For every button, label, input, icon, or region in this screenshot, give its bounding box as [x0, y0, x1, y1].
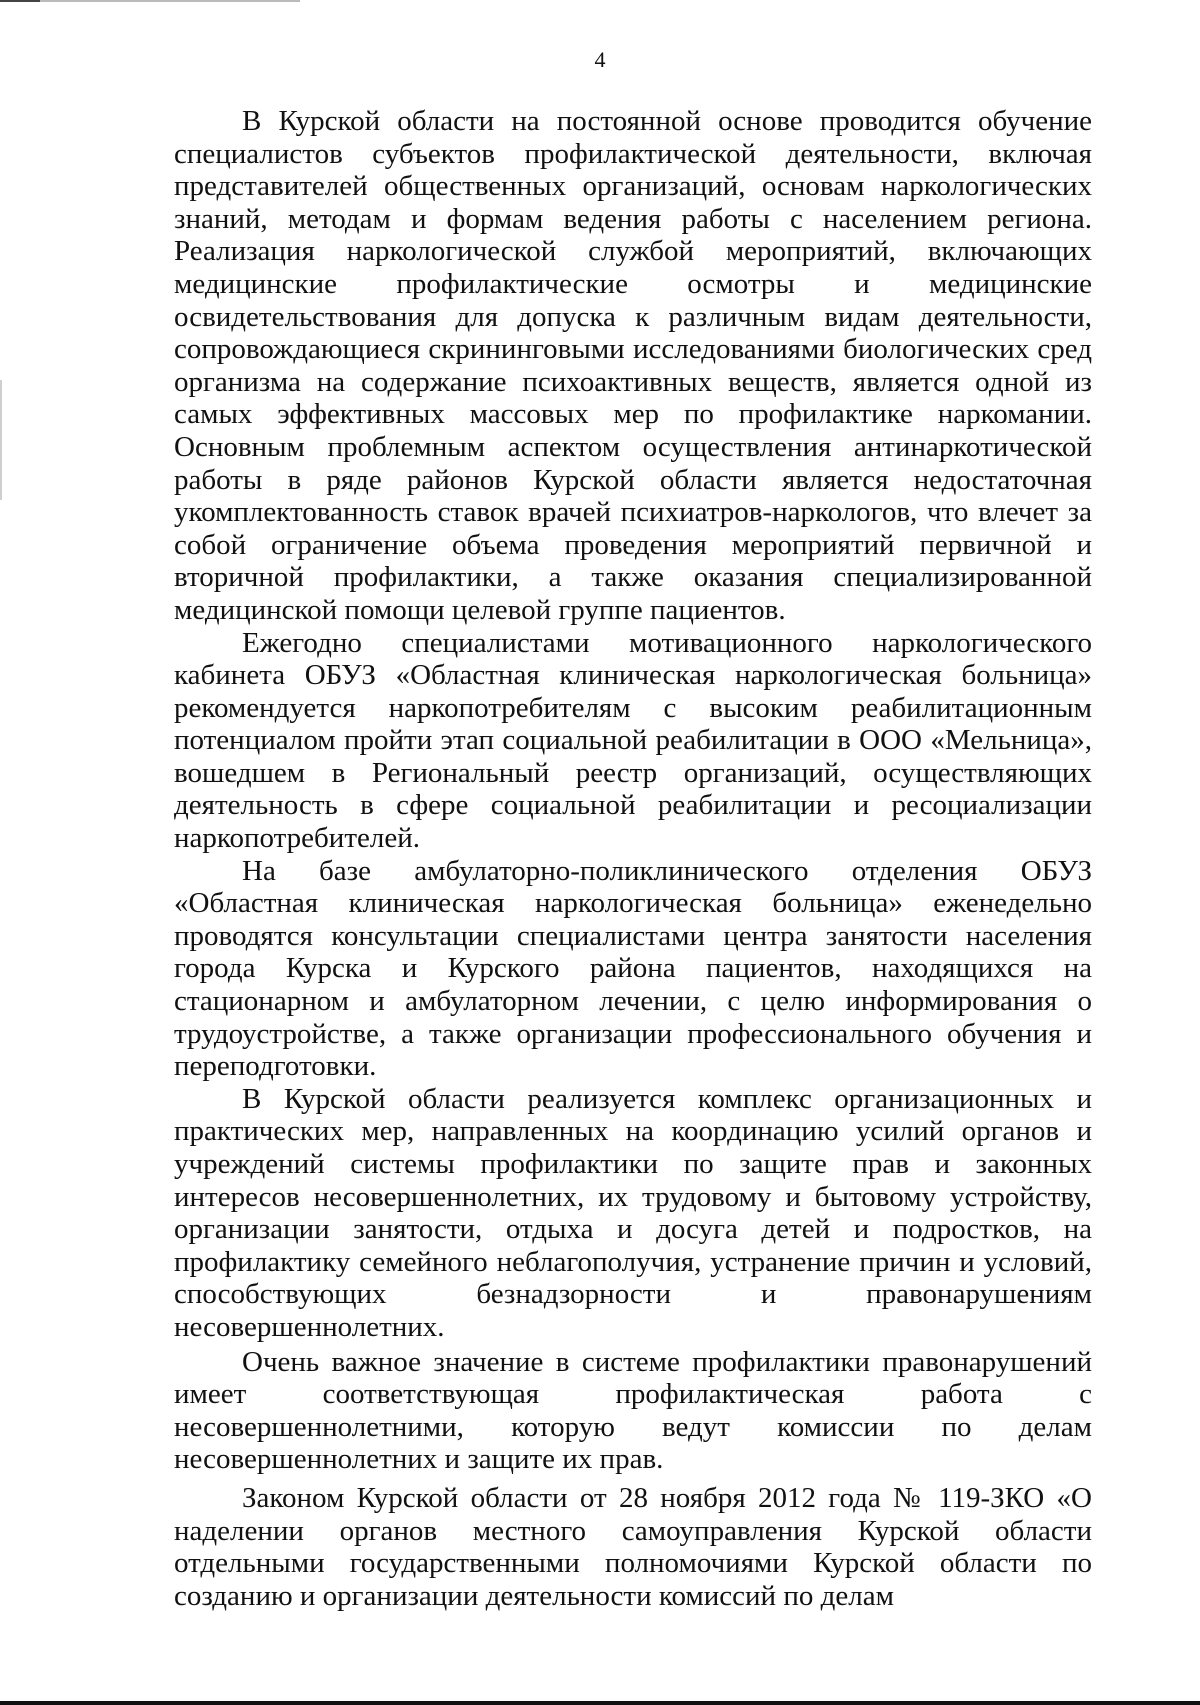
- scan-edge-bottom: [0, 1701, 1200, 1705]
- paragraph-minors-protection: В Курской области реализуется комплекс организационных и практических мер, направленных на координацию усилий органов и учреждений системы профилактики по защите прав и законных интересов несовершеннолетних, их трудовому и бытовому устройству, организации занятости, отдыха и досуга детей и подростков, на профилактику семейного неблагополучия, устранение причин и условий, способствующих безнадзорности и правонарушениям несовершеннолетних.: [174, 1082, 1092, 1343]
- scan-edge-left: [0, 380, 2, 500]
- page-number: 4: [594, 47, 606, 72]
- paragraph-training: В Курской области на постоянной основе проводится обучение специалистов субъектов профилактической деятельности, включая представителей общественных организаций, основам наркологических знаний, методам и формам ведения работы с населением региона. Реализация наркологической службой мероприятий, включающих медицинские профилактические осмотры и медицинские освидетельствования для допуска к различным видам деятельности, сопровождающиеся скрининговыми исследованиями биологических сред организма на содержание психоактивных веществ, является одной из самых эффективных массовых мер по профилактике наркомании. Основным проблемным аспектом осуществления антинаркотической работы в ряде районов Курской области является недостаточная укомплектованность ставок врачей психиатров-наркологов, что влечет за собой ограничение объема проведения мероприятий первичной и вторичной профилактики, а также оказания специализированной медицинской помощи целевой группе пациентов.: [174, 105, 1092, 626]
- paragraph-employment-consultations: На базе амбулаторно-поликлинического отделения ОБУЗ «Областная клиническая наркологическая больница» еженедельно проводятся консультации специалистами центра занятости населения города Курска и Курского района пациентов, находящихся на стационарном и амбулаторном лечении, с целю информирования о трудоустройстве, а также организации профессионального обучения и переподготовки.: [174, 854, 1092, 1083]
- paragraph-law-reference: Законом Курской области от 28 ноября 2012 года № 119-ЗКО «О наделении органов местного самоуправления Курской области отдельными государственными полномочиями Курской области по созданию и организации деятельности комиссий по делам: [174, 1481, 1092, 1612]
- document-body: [174, 105, 1092, 1612]
- scan-edge-top: [0, 0, 300, 2]
- paragraph-rehabilitation: Ежегодно специалистами мотивационного наркологического кабинета ОБУЗ «Областная клиническая наркологическая больница» рекомендуется наркопотребителям с высоким реабилитационным потенциалом пройти этап социальной реабилитации в ООО «Мельница», вошедшем в Региональный реестр организаций, осуществляющих деятельность в сфере социальной реабилитации и ресоциализации наркопотребителей.: [174, 626, 1092, 855]
- paragraph-commissions: Очень важное значение в системе профилактики правонарушений имеет соответствующая профилактическая работа с несовершеннолетними, которую ведут комиссии по делам несовершеннолетних и защите их прав.: [174, 1345, 1092, 1476]
